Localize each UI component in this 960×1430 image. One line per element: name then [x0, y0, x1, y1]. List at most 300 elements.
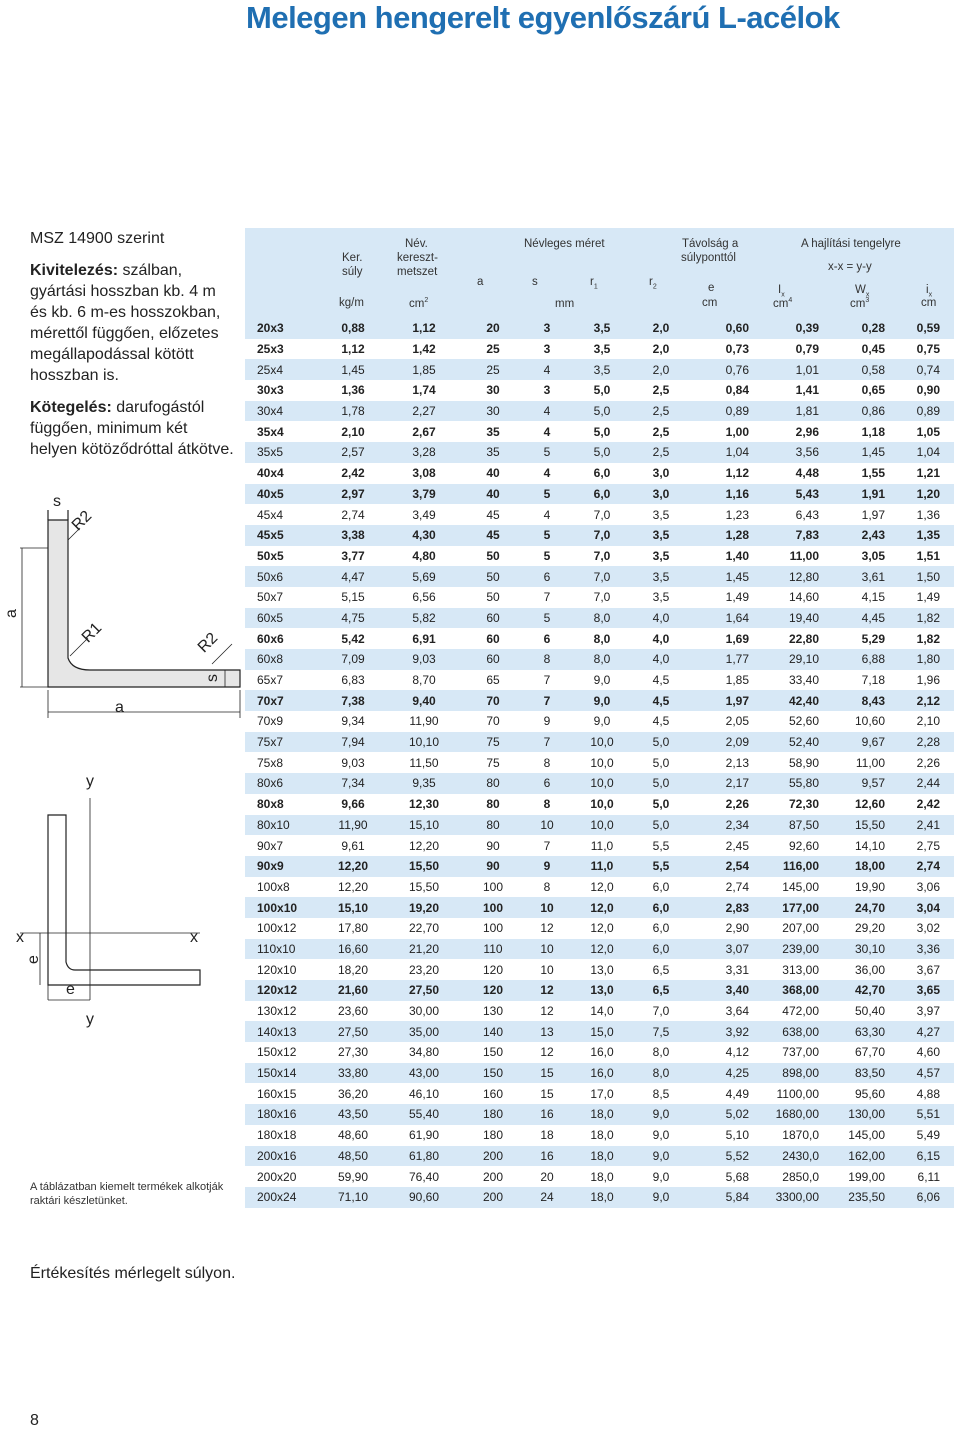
table-cell: 6,0: [652, 921, 670, 936]
table-cell: 2,34: [691, 815, 763, 836]
table-cell: 80: [465, 773, 521, 794]
table-cell: 4,30: [383, 525, 465, 546]
table-cell: 58,90: [788, 755, 819, 770]
table-cell: 1,78: [323, 401, 383, 422]
table-row: [245, 1083, 954, 1104]
page-title: Melegen hengerelt egyenlőszárú L-acélok: [246, 0, 840, 35]
table-row: [245, 1125, 954, 1146]
table-cell: 2,28: [899, 732, 954, 753]
table-cell: 15,0: [573, 1021, 631, 1042]
table-cell: 2,05: [725, 714, 749, 729]
table-cell: 9,66: [341, 797, 365, 812]
table-cell: 2,10: [916, 714, 940, 729]
table-cell: 5: [521, 525, 573, 546]
table-cell: 7,09: [323, 649, 383, 670]
table-cell: 110: [465, 939, 521, 960]
table-cell: 100x8: [257, 879, 290, 894]
label-s: s: [53, 493, 61, 510]
table-cell: 5: [543, 548, 551, 563]
table-cell: 12,60: [854, 797, 885, 812]
table-cell: 60x5: [245, 608, 323, 629]
table-cell: 5,69: [383, 566, 465, 587]
table-row: [245, 339, 954, 360]
table-cell: 5,0: [631, 815, 691, 836]
table-cell: 3300,00: [763, 1187, 833, 1208]
table-cell: 737,00: [782, 1045, 819, 1060]
table-cell: 12,20: [408, 838, 440, 853]
table-cell: 45: [486, 507, 500, 522]
header-unit-cm4: $cm^4$: [773, 297, 793, 310]
header-hajlitasi: A hajlítási tengelyre: [801, 238, 901, 250]
table-cell: 30: [465, 401, 521, 422]
table-cell: 1,45: [833, 442, 899, 463]
table-cell: 2,54: [691, 856, 763, 877]
table-cell: 5,43: [763, 484, 833, 505]
table-cell: 9,03: [383, 649, 465, 670]
header-s: s: [532, 276, 538, 288]
table-cell: 1,28: [691, 525, 763, 546]
table-cell: 2,26: [916, 755, 940, 770]
table-cell: 2,75: [916, 838, 940, 853]
table-cell: 8,0: [652, 1045, 670, 1060]
label-s-right: s: [204, 674, 221, 682]
header-r2: $r_2$: [649, 276, 657, 291]
table-header: [245, 228, 954, 318]
table-cell: 12,20: [337, 879, 369, 894]
table-cell: 150: [465, 1063, 521, 1084]
table-cell: 90: [465, 856, 521, 877]
label-y-top: y: [86, 773, 94, 790]
table-cell: 52,40: [763, 732, 833, 753]
table-cell: 5,02: [691, 1104, 763, 1125]
table-cell: 48,50: [323, 1146, 383, 1167]
data-table: [245, 318, 954, 1208]
table-cell: 0,45: [861, 342, 885, 357]
table-cell: 9,0: [593, 673, 611, 688]
table-cell: 25x3: [257, 342, 284, 357]
table-cell: 17,0: [590, 1086, 614, 1101]
table-cell: 4,27: [899, 1021, 954, 1042]
table-cell: 35,00: [383, 1021, 465, 1042]
table-row: [245, 1042, 954, 1063]
table-cell: 10,10: [383, 732, 465, 753]
table-cell: 2,90: [725, 921, 749, 936]
table-cell: 27,50: [383, 980, 465, 1001]
table-cell: 7,0: [593, 590, 611, 605]
table-cell: 80: [486, 797, 500, 812]
table-cell: 6: [543, 631, 551, 646]
label-e-left: e: [25, 955, 42, 964]
table-cell: 9,57: [833, 773, 899, 794]
table-cell: 130,00: [833, 1104, 899, 1125]
table-cell: 6,91: [412, 631, 436, 646]
table-cell: 1,45: [691, 566, 763, 587]
table-cell: 140: [465, 1021, 521, 1042]
table-cell: 12: [540, 1045, 554, 1060]
table-cell: 0,89: [899, 401, 954, 422]
table-cell: 60: [486, 631, 500, 646]
table-cell: 4,25: [691, 1063, 763, 1084]
table-cell: 33,80: [323, 1063, 383, 1084]
table-cell: 0,90: [916, 383, 940, 398]
table-cell: 8,0: [631, 1063, 691, 1084]
table-cell: 5: [521, 608, 573, 629]
table-cell: 4: [543, 466, 551, 481]
table-cell: 3,61: [833, 566, 899, 587]
table-cell: 100x10: [245, 897, 323, 918]
table-cell: 50x5: [257, 548, 284, 563]
table-cell: 4,75: [323, 608, 383, 629]
table-cell: 45: [465, 525, 521, 546]
table-cell: 72,30: [788, 797, 819, 812]
table-cell: 4,48: [795, 466, 819, 481]
table-cell: 5,0: [652, 797, 670, 812]
table-cell: 130x12: [257, 1004, 297, 1019]
table-cell: 898,00: [763, 1063, 833, 1084]
table-cell: 30x3: [257, 383, 284, 398]
table-cell: 7: [543, 838, 551, 853]
table-cell: 87,50: [763, 815, 833, 836]
table-cell: 18,0: [573, 1187, 631, 1208]
table-cell: 12: [540, 1004, 554, 1019]
table-cell: 75x8: [257, 755, 284, 770]
table-cell: 16,0: [590, 1045, 614, 1060]
table-cell: 6,06: [899, 1187, 954, 1208]
table-cell: 6,5: [652, 962, 670, 977]
table-row: [245, 918, 954, 939]
table-cell: 3,07: [691, 939, 763, 960]
header-unit-cm-last: cm: [921, 297, 937, 309]
label-x-left: x: [16, 929, 24, 946]
header-unit-cm: cm: [702, 297, 718, 309]
table-cell: 7,0: [593, 507, 611, 522]
table-cell: 162,00: [833, 1146, 899, 1167]
table-cell: 180x18: [257, 1128, 297, 1143]
table-cell: 15,50: [383, 856, 465, 877]
table-cell: 2,13: [725, 755, 749, 770]
table-cell: 36,20: [337, 1086, 369, 1101]
table-cell: 7,34: [323, 773, 383, 794]
table-cell: 9,40: [383, 690, 465, 711]
table-cell: 200x20: [257, 1169, 297, 1184]
table-row: [245, 1166, 954, 1187]
table-cell: 4,47: [323, 566, 383, 587]
table-cell: 42,40: [763, 690, 833, 711]
table-cell: 7,38: [323, 690, 383, 711]
table-cell: 11,00: [855, 755, 885, 770]
table-cell: 5,82: [383, 608, 465, 629]
table-cell: 80x6: [245, 773, 323, 794]
table-cell: 12: [540, 921, 554, 936]
table-cell: 207,00: [782, 921, 819, 936]
table-cell: 150: [482, 1045, 504, 1060]
table-row: [245, 711, 954, 732]
table-cell: 52,60: [788, 714, 819, 729]
table-cell: 9: [521, 856, 573, 877]
table-cell: 8,43: [833, 690, 899, 711]
table-cell: 200x16: [245, 1146, 323, 1167]
table-row: [245, 359, 954, 380]
table-cell: 0,59: [899, 318, 954, 339]
table-cell: 10,60: [854, 714, 885, 729]
table-cell: 16: [521, 1146, 573, 1167]
table-cell: 15,50: [408, 879, 440, 894]
table-cell: 1,35: [899, 525, 954, 546]
table-cell: 33,40: [788, 673, 819, 688]
table-row: [245, 442, 954, 463]
table-cell: 1,12: [341, 342, 365, 357]
table-cell: 0,60: [691, 318, 763, 339]
table-cell: 368,00: [763, 980, 833, 1001]
table-cell: 35x4: [257, 424, 284, 439]
header-suly: súly: [342, 266, 363, 278]
table-cell: 60x8: [245, 649, 323, 670]
table-cell: 6,0: [631, 939, 691, 960]
table-cell: 20: [540, 1169, 554, 1184]
table-cell: 42,70: [833, 980, 899, 1001]
table-cell: 3,5: [631, 525, 691, 546]
table-row: [245, 504, 954, 525]
table-cell: 5,51: [899, 1104, 954, 1125]
table-cell: 638,00: [763, 1021, 833, 1042]
table-row: [245, 546, 954, 567]
header-ker: Ker.: [342, 252, 363, 264]
footer-note: Értékesítés mérlegelt súlyon.: [30, 1265, 236, 1282]
table-row: [245, 587, 954, 608]
table-cell: 3,97: [916, 1004, 940, 1019]
table-cell: 3,40: [691, 980, 763, 1001]
table-cell: 120: [465, 980, 521, 1001]
table-cell: 5,0: [573, 442, 631, 463]
table-cell: 14,60: [788, 590, 819, 605]
table-cell: 75: [486, 755, 500, 770]
table-row: [245, 318, 954, 339]
table-cell: 12,0: [573, 897, 631, 918]
table-cell: 110x10: [245, 939, 323, 960]
table-cell: 0,89: [691, 401, 763, 422]
table-cell: 4,0: [652, 631, 670, 646]
header-nevleges-meret: Névleges méret: [524, 238, 605, 250]
table-row: [245, 525, 954, 546]
table-cell: 1,77: [691, 649, 763, 670]
description-column: [30, 228, 235, 471]
table-cell: 6,11: [917, 1169, 940, 1184]
standard-text: MSZ 14900 szerint: [30, 230, 165, 247]
table-cell: 18,00: [833, 856, 899, 877]
table-cell: 4,0: [631, 649, 691, 670]
label-e-bottom: e: [66, 981, 75, 998]
table-row: [245, 835, 954, 856]
table-cell: 4,5: [631, 690, 691, 711]
table-cell: 1,45: [323, 359, 383, 380]
table-cell: 1,49: [916, 590, 940, 605]
table-cell: 200x24: [245, 1187, 323, 1208]
header-unit-cm3: $cm^3$: [850, 297, 870, 310]
table-cell: 4,5: [652, 714, 670, 729]
table-cell: 70: [486, 714, 500, 729]
table-cell: 3,5: [652, 590, 670, 605]
table-cell: 10: [521, 897, 573, 918]
table-cell: 90: [486, 838, 500, 853]
table-cell: 12,30: [408, 797, 440, 812]
table-row: [245, 752, 954, 773]
table-row: [245, 939, 954, 960]
table-cell: 70x9: [257, 714, 284, 729]
table-cell: 1,85: [725, 673, 749, 688]
table-cell: 4,0: [631, 608, 691, 629]
table-cell: 1,42: [412, 342, 436, 357]
table-cell: 8,0: [573, 649, 631, 670]
table-cell: 1,81: [763, 401, 833, 422]
table-cell: 14,0: [590, 1004, 614, 1019]
table-cell: 50x6: [245, 566, 323, 587]
table-cell: 9,0: [652, 1169, 670, 1184]
table-cell: 11,90: [323, 815, 383, 836]
table-cell: 18,0: [590, 1169, 614, 1184]
table-cell: 7: [521, 690, 573, 711]
table-cell: 3,05: [861, 548, 885, 563]
table-cell: 11,0: [590, 838, 614, 853]
kotegeles-paragraph: [30, 397, 235, 460]
l-section-drawing: [20, 507, 240, 718]
table-cell: 90,60: [383, 1187, 465, 1208]
header-ix2: $i_x$: [926, 284, 933, 299]
table-cell: 1,36: [341, 383, 365, 398]
table-cell: 100: [482, 921, 504, 936]
table-cell: 90x9: [245, 856, 323, 877]
table-cell: 3,64: [725, 1004, 749, 1019]
kivitelezes-paragraph: [30, 260, 235, 386]
table-row: [245, 815, 954, 836]
table-cell: 2,74: [341, 507, 365, 522]
table-cell: 90x7: [257, 838, 284, 853]
table-cell: 6,88: [833, 649, 899, 670]
table-cell: 4,49: [725, 1086, 749, 1101]
table-cell: 80x8: [257, 797, 284, 812]
table-cell: 11,90: [409, 714, 439, 729]
table-cell: 3,06: [916, 879, 940, 894]
table-row: [245, 877, 954, 898]
table-cell: 11,50: [409, 755, 439, 770]
table-cell: 8: [543, 755, 551, 770]
table-cell: 22,70: [408, 921, 440, 936]
table-cell: 50,40: [854, 1004, 885, 1019]
table-cell: 160: [482, 1086, 504, 1101]
table-cell: 120x12: [245, 980, 323, 1001]
table-cell: 21,60: [323, 980, 383, 1001]
table-cell: 45x5: [245, 525, 323, 546]
table-cell: 2,0: [631, 359, 691, 380]
header-unit-kgm: kg/m: [339, 297, 364, 309]
table-cell: 60: [465, 608, 521, 629]
table-cell: 46,10: [408, 1086, 440, 1101]
table-cell: 17,80: [337, 921, 369, 936]
table-cell: 0,28: [833, 318, 899, 339]
table-cell: 3,04: [899, 897, 954, 918]
table-cell: 6,0: [631, 897, 691, 918]
table-cell: 2,44: [899, 773, 954, 794]
table-row: [245, 980, 954, 1001]
table-cell: 25: [465, 359, 521, 380]
table-cell: 18,0: [590, 1128, 614, 1143]
table-cell: 2,42: [916, 797, 940, 812]
table-cell: 3,79: [383, 484, 465, 505]
table-row: [245, 1146, 954, 1167]
table-cell: 1,82: [916, 631, 940, 646]
header-a: a: [477, 276, 484, 288]
table-cell: 5,0: [593, 424, 611, 439]
table-cell: 7,18: [861, 673, 885, 688]
table-row: [245, 897, 954, 918]
table-cell: 24,70: [833, 897, 899, 918]
table-cell: 12,0: [590, 921, 614, 936]
table-cell: 2430,0: [763, 1146, 833, 1167]
table-cell: 61,90: [408, 1128, 440, 1143]
table-cell: 2,17: [691, 773, 763, 794]
table-row: [245, 1063, 954, 1084]
header-tengely: x-x = y-y: [828, 261, 872, 273]
table-body: [245, 318, 954, 1208]
table-cell: 2,45: [725, 838, 749, 853]
table-cell: 2,96: [795, 424, 819, 439]
table-cell: 12,0: [573, 939, 631, 960]
table-cell: 1,01: [763, 359, 833, 380]
table-row: [245, 484, 954, 505]
label-a-left: a: [3, 609, 20, 618]
table-cell: 3,5: [593, 342, 611, 357]
table-cell: 18: [540, 1128, 554, 1143]
table-cell: 140x13: [245, 1021, 323, 1042]
table-row: [245, 690, 954, 711]
table-cell: 12,0: [590, 879, 614, 894]
table-row: [245, 1187, 954, 1208]
table-cell: 2,57: [323, 442, 383, 463]
header-nev: Név.: [405, 238, 428, 250]
table-cell: 7,0: [573, 525, 631, 546]
table-cell: 150x14: [245, 1063, 323, 1084]
table-cell: 40x5: [245, 484, 323, 505]
table-cell: 13,0: [590, 962, 614, 977]
table-cell: 7,0: [593, 548, 611, 563]
table-cell: 1,51: [916, 548, 940, 563]
table-cell: 59,90: [337, 1169, 369, 1184]
table-cell: 25x4: [245, 359, 323, 380]
table-cell: 7: [521, 732, 573, 753]
header-ix: $I_x$: [778, 284, 785, 299]
table-cell: 10,0: [573, 773, 631, 794]
table-cell: 30: [486, 383, 500, 398]
table-cell: 12: [521, 980, 573, 1001]
label-r1: R1: [78, 619, 106, 647]
table-cell: 8: [543, 797, 551, 812]
table-cell: 2,42: [341, 466, 365, 481]
table-cell: 3,5: [631, 566, 691, 587]
table-cell: 9,61: [341, 838, 365, 853]
table-cell: 7,0: [573, 566, 631, 587]
table-cell: 130: [482, 1004, 504, 1019]
table-cell: 100: [465, 897, 521, 918]
table-cell: 8,0: [593, 631, 611, 646]
table-cell: 6,0: [573, 484, 631, 505]
table-cell: 1,12: [383, 318, 465, 339]
table-cell: 1,69: [725, 631, 749, 646]
table-cell: 7,5: [631, 1021, 691, 1042]
table-cell: 3: [543, 383, 551, 398]
table-cell: 2,5: [652, 424, 670, 439]
table-cell: 0,74: [899, 359, 954, 380]
table-cell: 3,31: [725, 962, 749, 977]
table-cell: 18,20: [337, 962, 369, 977]
